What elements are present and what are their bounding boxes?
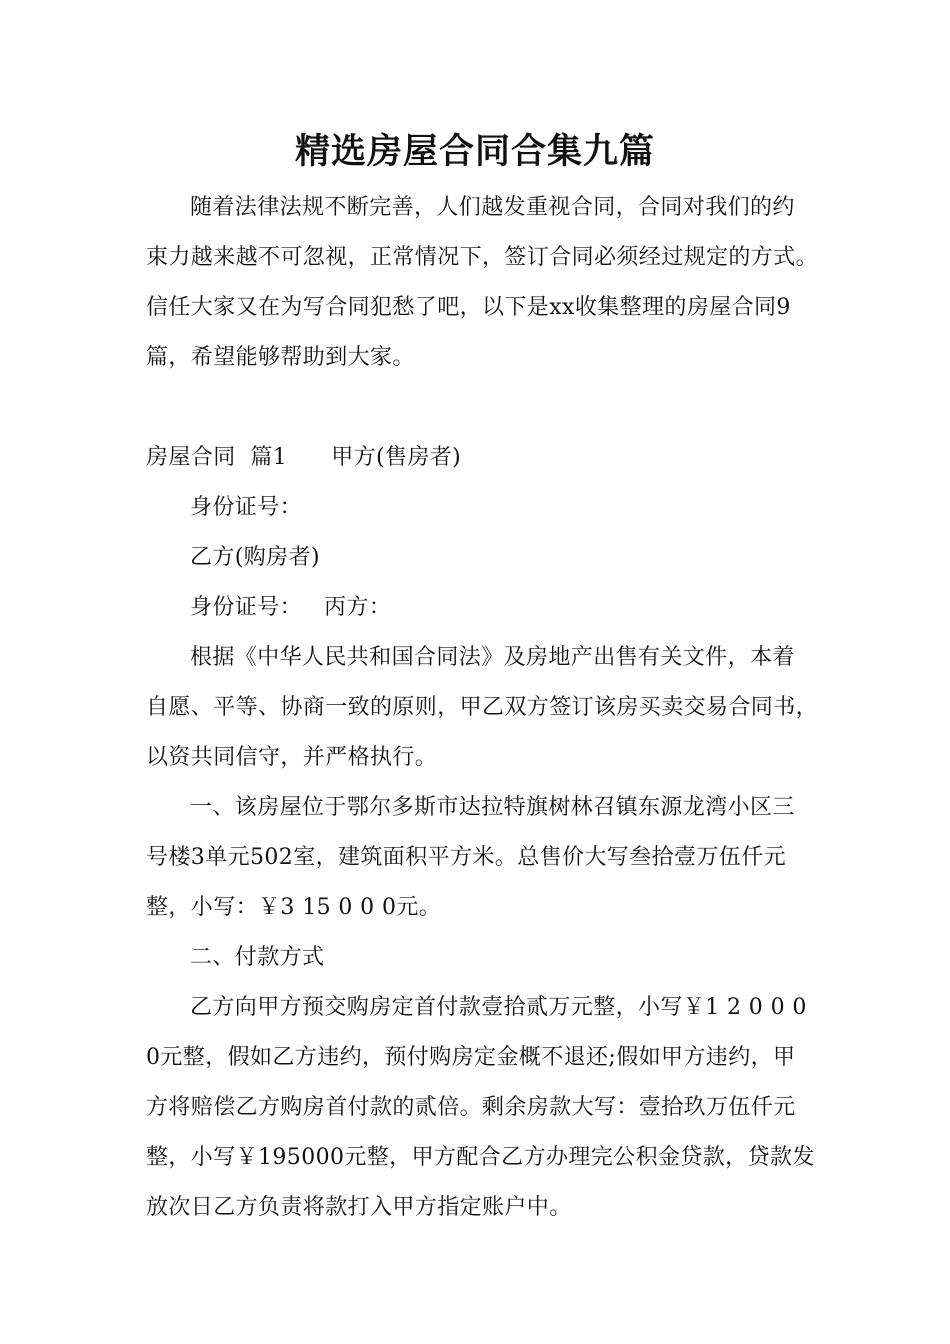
id-number-label: 身份证号： — [190, 495, 303, 520]
id-number-label: 身份证号： — [190, 595, 303, 620]
clause1-line: 一、该房屋位于鄂尔多斯市达拉特旗树林召镇东源龙湾小区三 — [190, 795, 795, 820]
party-c-label: 丙方： — [324, 595, 392, 620]
clause2-line: 放次日乙方负责将款打入甲方指定账户中。 — [146, 1195, 572, 1220]
party-b-label: 乙方(购房者) — [190, 545, 320, 570]
document-title: 精选房屋合同合集九篇 — [294, 132, 655, 172]
intro-line: 束力越来越不可忽视，正常情况下，签订合同必须经过规定的方式。 — [146, 245, 819, 270]
paragraph-gap — [146, 383, 818, 433]
party-a-label: 甲方(售房者) — [331, 445, 462, 470]
intro-line: 篇，希望能够帮助到大家。 — [146, 345, 415, 370]
clause2-line: 整，小写￥195000元整，甲方配合乙方办理完公积金贷款，贷款发 — [146, 1145, 815, 1170]
id-party-c-line — [146, 583, 818, 633]
section-heading: 房屋合同 篇1 — [146, 445, 288, 470]
section-heading-line — [146, 433, 818, 483]
preamble-line: 根据《中华人民共和国合同法》及房地产出售有关文件，本着 — [190, 645, 795, 670]
clause2-line: 方将赔偿乙方购房首付款的贰倍。剩余房款大写：壹拾玖万伍仟元 — [146, 1095, 796, 1120]
clause1-line: 整，小写：￥3 15 0 0 0元。 — [146, 895, 442, 920]
clause1-line: 号楼3单元502室，建筑面积平方米。总售价大写叁拾壹万伍仟元 — [146, 845, 786, 870]
clause2-heading: 二、付款方式 — [190, 945, 325, 970]
clause2-line: 0元整，假如乙方违约，预付购房定金概不退还;假如甲方违约，甲 — [146, 1045, 796, 1070]
clause2-line: 乙方向甲方预交购房定首付款壹拾贰万元整，小写￥1 2 0 0 0 — [190, 995, 807, 1020]
preamble-line: 以资共同信守，并严格执行。 — [146, 745, 438, 770]
intro-line: 信任大家又在为写合同犯愁了吧，以下是xx收集整理的房屋合同9 — [146, 295, 791, 320]
intro-line: 随着法律法规不断完善，人们越发重视合同，合同对我们的约 — [190, 195, 795, 220]
document-body — [146, 183, 818, 1233]
preamble-line: 自愿、平等、协商一致的原则，甲乙双方签订该房买卖交易合同书， — [146, 695, 819, 720]
